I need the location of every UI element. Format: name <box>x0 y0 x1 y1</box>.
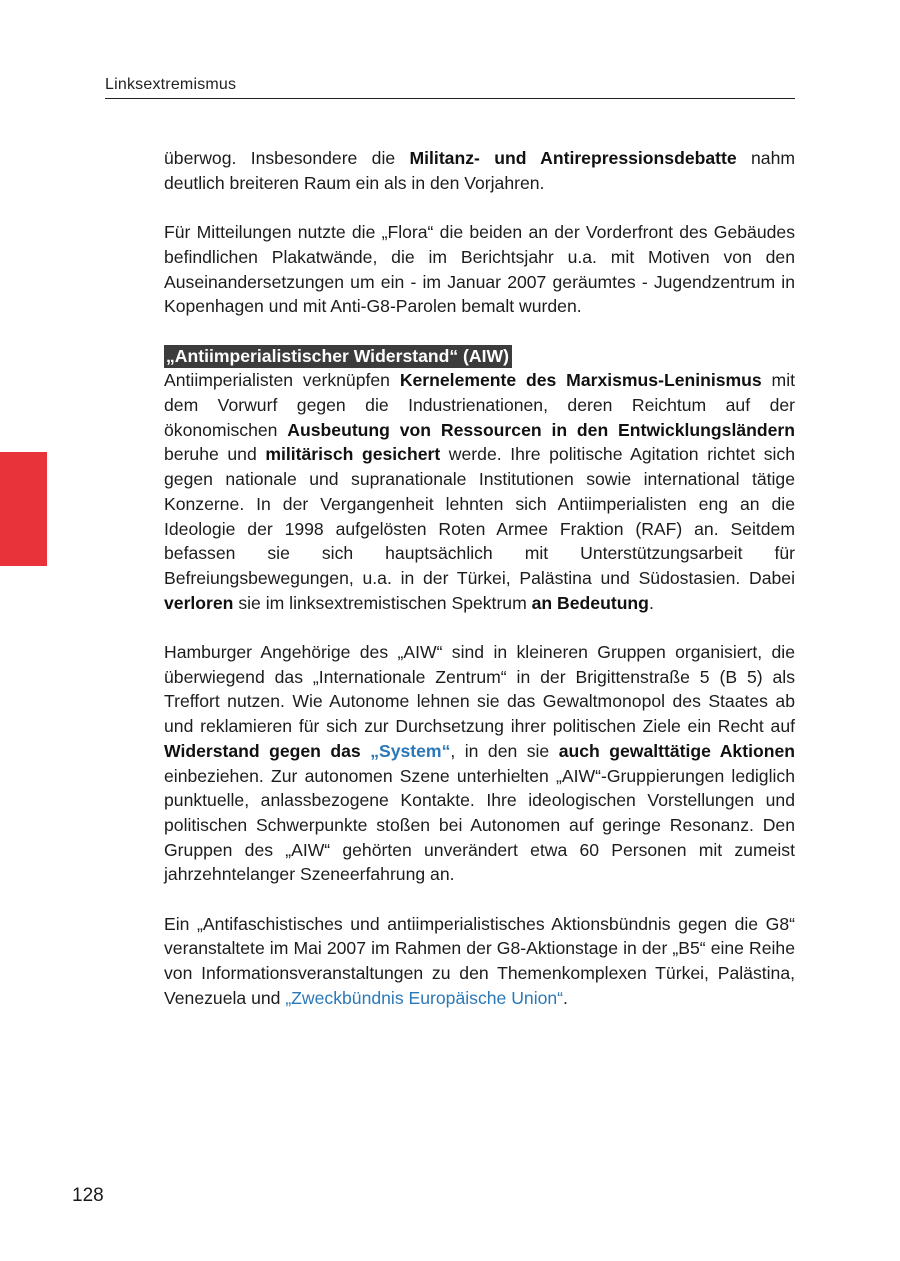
emphasis: Militanz- und Antirepressionsdebatte <box>409 148 737 168</box>
section-heading: „Antiimperialistischer Widerstand“ (AIW) <box>164 344 795 369</box>
glossary-link-zweckbuendnis[interactable]: „Zweckbündnis Europäische Union“ <box>285 987 564 1008</box>
glossary-link-system[interactable]: „System“ <box>370 740 451 761</box>
paragraph-2: Für Mitteilungen nutzte die „Flora“ die beiden an der Vorderfront des Gebäudes befindlichen Plakatwände, die im Berichtsjahr u.a. mit Motiven von den Auseinandersetzungen um ein - im Januar 2007 geräumtes - Jugendzentrum in Kopenhagen und mit Anti-G8-Parolen bemalt wurden. <box>164 222 795 317</box>
paragraph-5: Ein „Antifaschistisches und antiimperialistisches Aktionsbündnis gegen die G8“ veranstaltete im Mai 2007 im Rahmen der G8-Aktionstage in der „B5“ eine Reihe von Informationsveranstaltungen zu den Themenkomplexen Türkei, Palästina, Venezuela und „Zweckbündnis Europäische Union“. <box>164 913 795 1008</box>
paragraph-4: Hamburger Angehörige des „AIW“ sind in kleineren Gruppen organisiert, die überwiegend das „Internationale Zentrum“ in der Brigittenstraße 5 (B 5) als Treffort nutzen. Wie Autonome lehnen sie das Gewaltmonopol des Staates ab und reklamieren für sich zur Durchsetzung ihrer politischen Ziele ein Recht auf Widerstand gegen das „System“, in den sie auch gewalttätige Aktionen einbeziehen. Zur autonomen Szene unterhielten „AIW“-Gruppierungen lediglich punktuelle, anlassbezogene Kontakte. Ihre ideologischen Vorstellungen und politischen Schwerpunkte stoßen bei Autonomen auf geringe Resonanz. Den Gruppen des „AIW“ gehörten unverändert etwa 60 Personen mit zumeist jahrzehntelanger Szeneerfahrung an. <box>164 642 795 885</box>
paragraph-1: überwog. Insbesondere die Militanz- und Antirepressionsdebatte nahm deutlich breiteren Raum ein als in den Vorjahren. <box>164 148 796 193</box>
header-rule <box>105 98 795 99</box>
chapter-color-tab <box>0 452 47 566</box>
main-text <box>164 146 795 1011</box>
page-number: 128 <box>72 1185 104 1206</box>
paragraph-3: Antiimperialisten verknüpfen Kernelemente des Marxismus-Leninismus mit dem Vorwurf gegen die Industrienationen, deren Reichtum auf der ökonomischen Ausbeutung von Ressourcen in den Entwicklungsländern beruhe und militärisch gesichert werde. Ihre politische Agitation richtet sich gegen nationale und supranationale Institutionen sowie international tätige Konzerne. In der Vergangenheit lehnten sich Antiimperialisten eng an die Ideologie der 1998 aufgelösten Roten Armee Fraktion (RAF) an. Seitdem befassen sie sich hauptsächlich mit Unterstützungsarbeit für Befreiungsbewegungen, u.a. in der Türkei, Palästina und Südostasien. Dabei verloren sie im linksextremistischen Spektrum an Bedeutung. <box>164 370 796 613</box>
running-header-title: Linksextremismus <box>105 76 237 93</box>
